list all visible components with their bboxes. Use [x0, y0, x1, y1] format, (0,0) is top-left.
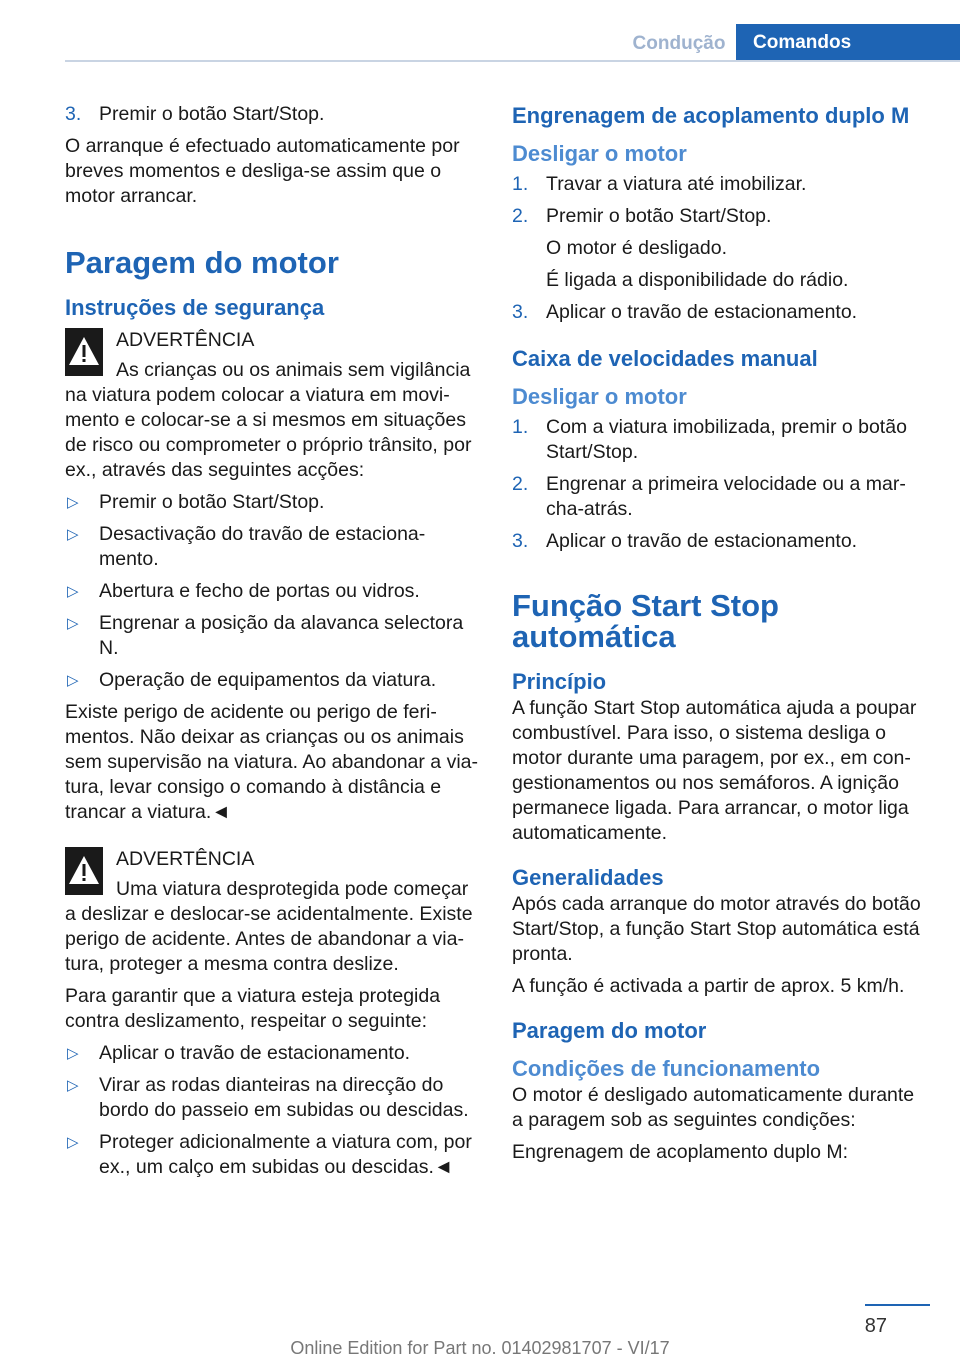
warning-block	[65, 847, 478, 902]
page-header	[65, 24, 960, 62]
step-text: Aplicar o travão de estacionamento.	[546, 301, 858, 323]
header-chapter-tab[interactable]: Comandos	[736, 24, 960, 62]
list-item	[65, 1041, 478, 1066]
conditions-text: O motor é desligado automaticamente durante a paragem sob as seguintes condições:	[512, 1084, 915, 1131]
list-item-text: Virar as rodas dianteiras na direcção do bordo do passeio em subidas ou descidas.	[99, 1074, 469, 1121]
step-number: 2.	[512, 205, 529, 227]
list-item-text: Premir o botão Start/Stop.	[99, 491, 325, 513]
subheading-engine-stop: Paragem do motor	[512, 1018, 707, 1043]
warning-title: ADVERTÊNCIA	[116, 329, 255, 351]
header-rule	[65, 60, 960, 62]
step-number: 2.	[512, 473, 529, 495]
triangle-bullet-icon: ▷	[67, 583, 79, 600]
step-item	[512, 172, 930, 197]
subheading-principle: Princípio	[512, 669, 607, 694]
footer-edition: Online Edition for Part no. 01402981707 - VI/17	[290, 1338, 670, 1358]
step-note: É ligada a disponibilidade do rádio.	[546, 269, 849, 291]
list-item	[65, 668, 478, 693]
footer-rule	[865, 1304, 930, 1306]
warning-triangle-icon	[65, 847, 103, 895]
list-item	[65, 522, 478, 572]
warning-text-first-line: As crianças ou os animais sem vigilância	[116, 359, 471, 381]
triangle-bullet-icon: ▷	[67, 1077, 79, 1094]
step-item	[512, 529, 930, 554]
list-item-text: Abertura e fecho de portas ou vidros.	[99, 580, 420, 602]
step-number: 1.	[512, 173, 529, 195]
secure-text: Para garantir que a viatura esteja protegida contra deslizamento, respeitar o seguinte:	[65, 985, 441, 1032]
subheading-manual-gearbox: Caixa de velocidades manual	[512, 346, 818, 371]
step-number: 3.	[512, 301, 529, 323]
section-heading-auto-start-stop: Função Start Stop automática	[512, 588, 779, 654]
warning-text: a deslizar e deslocar-se acidentalmente. Existe perigo de acidente. Antes de abandonar a via-tura, proteger a mesma contra deslize.	[65, 903, 473, 975]
step-text: Premir o botão Start/Stop.	[99, 103, 325, 125]
list-item-text: Operação de equipamentos da viatura.	[99, 669, 437, 691]
step-number: 3.	[65, 103, 82, 125]
step-number: 3.	[512, 530, 529, 552]
list-item-text: Proteger adicionalmente a viatura com, por ex., um calço em subidas ou descidas.◄	[99, 1131, 472, 1178]
subsubheading-engine-off: Desligar o motor	[512, 384, 687, 409]
step-text: Premir o botão Start/Stop.	[546, 205, 772, 227]
step-text: Aplicar o travão de estacionamento.	[546, 530, 858, 552]
warning-text: na viatura podem colocar a viatura em movi-mento e colocar-se a si mesmos em situações de risco ou comprometer o próprio trânsito, por ex., através das seguintes acções:	[65, 384, 472, 481]
warning-text-first-line: Uma viatura desprotegida pode começar	[116, 878, 469, 900]
step-text: Travar a viatura até imobilizar.	[546, 173, 807, 195]
start-intro-text: O arranque é efectuado automaticamente por breves momentos e desliga-se assim que o motor arrancar.	[65, 135, 460, 207]
warning-block	[65, 328, 478, 383]
subheading-dct: Engrenagem de acoplamento duplo M	[512, 103, 910, 128]
step-note: O motor é desligado.	[546, 237, 728, 259]
subsubheading-engine-off: Desligar o motor	[512, 141, 687, 166]
subheading-general: Generalidades	[512, 865, 664, 890]
list-item-text: Aplicar o travão de estacionamento.	[99, 1042, 411, 1064]
left-column	[65, 102, 478, 1187]
step-text: Engrenar a primeira velocidade ou a mar-cha-atrás.	[546, 473, 906, 520]
step-item	[512, 415, 930, 465]
subsubheading-conditions: Condições de funcionamento	[512, 1056, 821, 1081]
principle-text: A função Start Stop automática ajuda a poupar combustível. Para isso, o sistema desliga o motor durante uma paragem, por ex., em con-gestionamentos ou nos semáforos. A ignição permanece ligada. Para arrancar, o motor liga automaticamente.	[512, 697, 917, 844]
step-number: 1.	[512, 416, 529, 438]
step-text: Com a viatura imobilizada, premir o botão Start/Stop.	[546, 416, 907, 463]
step-item	[512, 472, 930, 522]
danger-text: Existe perigo de acidente ou perigo de feri-mentos. Não deixar as crianças ou os animais sem supervisão na viatura. Ao abandonar a via-tura, levar consigo o comando à distância e trancar a viatura.◄	[65, 701, 478, 823]
triangle-bullet-icon: ▷	[67, 615, 79, 632]
step-item	[512, 300, 930, 325]
step-item	[65, 102, 478, 127]
list-item	[65, 579, 478, 604]
list-item-text: Desactivação do travão de estaciona-mento.	[99, 523, 426, 570]
section-heading-engine-stop: Paragem do motor	[65, 245, 339, 280]
dct-label: Engrenagem de acoplamento duplo M:	[512, 1141, 849, 1163]
list-item	[65, 1073, 478, 1123]
triangle-bullet-icon: ▷	[67, 1045, 79, 1062]
triangle-bullet-icon: ▷	[67, 494, 79, 511]
warning-title: ADVERTÊNCIA	[116, 848, 255, 870]
right-column	[512, 102, 930, 1172]
triangle-bullet-icon: ▷	[67, 526, 79, 543]
triangle-bullet-icon: ▷	[67, 672, 79, 689]
general-text: Após cada arranque do motor através do botão Start/Stop, a função Start Stop automática está pronta.	[512, 893, 921, 965]
list-item	[65, 490, 478, 515]
header-section-tab[interactable]: Condução	[632, 33, 726, 54]
triangle-bullet-icon: ▷	[67, 1134, 79, 1151]
list-item	[65, 611, 478, 661]
page-number: 87	[864, 1315, 887, 1337]
list-item-text: Engrenar a posição da alavanca selectora N.	[99, 612, 464, 659]
subheading-safety: Instruções de segurança	[65, 295, 325, 320]
list-item	[65, 1130, 478, 1180]
step-item	[512, 204, 930, 229]
general-text: A função é activada a partir de aprox. 5 km/h.	[512, 975, 905, 997]
warning-triangle-icon	[65, 328, 103, 376]
